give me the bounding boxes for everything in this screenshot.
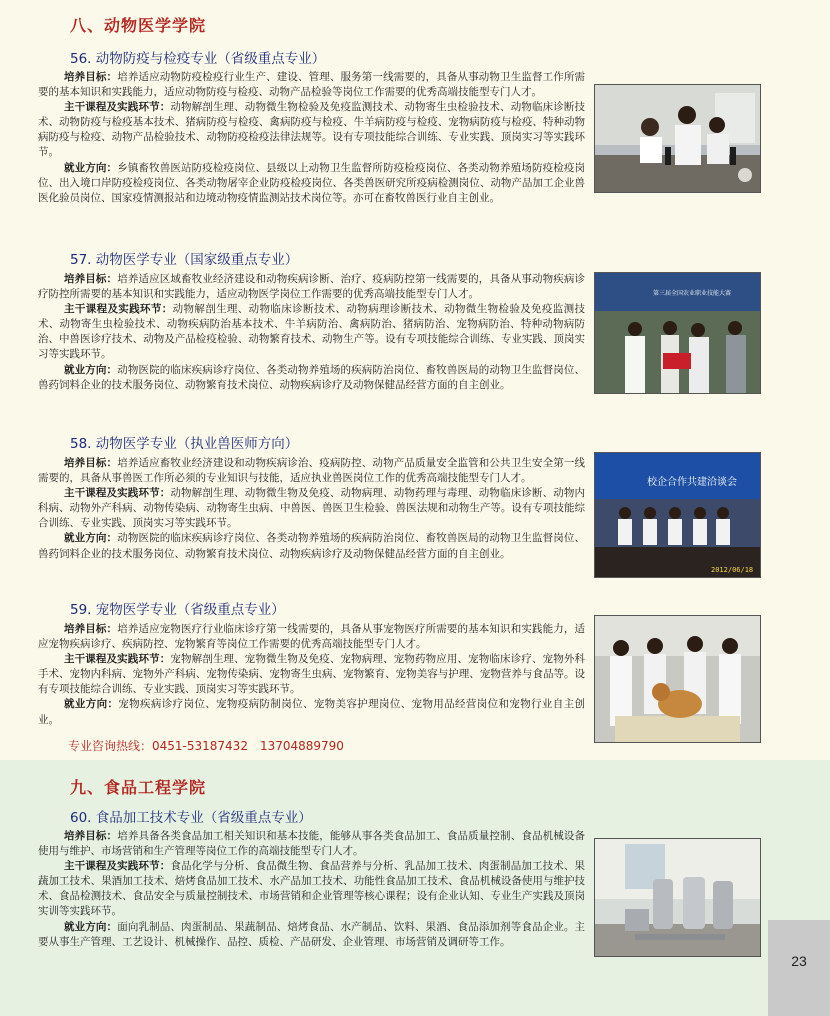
goal-text: 培养适应宠物医疗行业临床诊疗第一线需要的，具备从事宠物医疗所需要的基本知识和实践能力，适应宠物疾病诊疗、疾病防控、宠物繁育等岗位工作需要的优秀高端技能型专门人才。 (38, 623, 586, 651)
event-photo (594, 272, 761, 394)
courses-label: 主干课程及实践环节： (64, 303, 173, 316)
major-title: 59. 宠物医学专业（省级重点专业） (70, 602, 285, 618)
courses-label: 主干课程及实践环节： (64, 487, 171, 500)
courses-text: 宠物解剖生理、宠物微生物及免疫、宠物病理、宠物药物应用、宠物临床诊疗、宠物外科手术、宠物内科病、宠物外产科病、宠物传染病、宠物寄生虫病、宠物繁育、宠物美容与护理、宠物营养与食品等。设有专项技能综合训练、专业实践、顶岗实习等实践环节。 (38, 653, 586, 696)
career-text: 宠物疾病诊疗岗位、宠物疫病防制岗位、宠物美容护理岗位、宠物用品经营岗位和宠物行业自主创业。 (38, 698, 586, 726)
career-label: 就业方向： (64, 161, 118, 174)
meeting-banner-text: 校企合作共建洽谈会 (647, 477, 737, 488)
page-number-box (768, 920, 830, 1016)
courses-label: 主干课程及实践环节： (64, 653, 171, 666)
goal-label: 培养目标： (64, 71, 118, 83)
goal-label: 培养目标： (64, 273, 118, 285)
major-description (38, 456, 585, 562)
food-equipment-photo (594, 838, 761, 957)
goal-text: 培养适应畜牧业经济建设和动物疾病诊治、疫病防控、动物产品质量安全监管和公共卫生安全第一线需要的，具备从事兽医工作所必须的专业知识与技能，适应执业兽医岗位工作的优秀高端技能型专门人才。 (38, 457, 586, 485)
event-banner-text: 第三届全国农业职业技能大赛 (653, 290, 732, 297)
courses-label: 主干课程及实践环节： (64, 860, 171, 873)
major-description (38, 272, 585, 393)
goal-label: 培养目标： (64, 830, 118, 842)
courses-text: 食品化学与分析、食品微生物、食品营养与分析、乳品加工技术、肉蛋制品加工技术、果蔬加工技术、果酒加工技术、焙烤食品加工技术、水产品加工技术、功能性食品加工技术、食品机械设备使用与维护技术、食品检测技术、食品安全与质量控制技术、市场营销和企业管理等核心课程；设有企业认知、专业生产实践及顶岗实训等实践环节。 (38, 860, 586, 918)
goal-text: 培养适应动物防疫检疫行业生产、建设、管理、服务第一线需要的，具备从事动物卫生监督工作所需要的基本知识和实践能力，适应动物防疫与检疫、动物产品检验等岗位工作需要的优秀高端技能型专门人才。 (38, 71, 586, 99)
goal-text: 培养适应区域畜牧业经济建设和动物疾病诊断、治疗、疫病防控第一线需要的，具备从事动物疾病诊疗防控所需要的基本知识和实践能力，适应动物医学岗位工作需要的优秀高端技能型专门人才。 (38, 273, 586, 301)
courses-label: 主干课程及实践环节： (64, 101, 171, 114)
hotline-text: 专业咨询热线：0451-53187432 13704889790 (68, 739, 344, 753)
meeting-photo (594, 452, 761, 578)
section-title: 九、食品工程学院 (70, 778, 207, 797)
major-title: 57. 动物医学专业（国家级重点专业） (70, 252, 299, 268)
courses-text: 动物解剖生理、动物微生物检验及免疫监测技术、动物寄生虫检验技术、动物临床诊断技术、动物防疫与检疫基本技术、猪病防疫与检疫、禽病防疫与检疫、牛羊病防疫与检疫、宠物病防疫与检疫、特种动物病防疫与检疫、动物产品检验技术、动物防疫检疫法律法规等。设有专项技能综合训练、专业实践、顶岗实习等实践环节。 (38, 101, 586, 159)
major-title: 58. 动物医学专业（执业兽医师方向） (70, 436, 299, 452)
career-text: 乡镇畜牧兽医站防疫检疫岗位、县级以上动物卫生监督所防疫检疫岗位、各类动物养殖场防疫检疫岗位、出入境口岸防疫检疫岗位、各类动物屠宰企业防疫检疫岗位、各类兽医研究所疫病检测岗位、动物产品加工企业兽医化验员岗位、国家疫情测报站和边境动物疫情监测站技术岗位等。亦可在畜牧兽医行业自主创业。 (38, 161, 586, 204)
goal-label: 培养目标： (64, 457, 118, 469)
career-label: 就业方向： (64, 698, 119, 711)
career-text: 动物医院的临床疾病诊疗岗位、各类动物养殖场的疾病防治岗位、畜牧兽医局的动物卫生监督岗位、兽药饲料企业的技术服务岗位、动物繁育技术岗位、动物疾病诊疗及动物保健品经营方面的自主创业。 (38, 363, 586, 391)
goal-text: 培养具备各类食品加工相关知识和基本技能，能够从事各类食品加工、食品质量控制、食品机械设备使用与维护、市场营销和生产管理等岗位工作的高端技能型专门人才。 (38, 830, 586, 858)
career-text: 面向乳制品、肉蛋制品、果蔬制品、焙烤食品、水产制品、饮料、果酒、食品添加剂等食品企业。主要从事生产管理、工艺设计、机械操作、品控、质检、产品研发、企业管理、市场营销及调研等工作。 (38, 920, 586, 948)
courses-text: 动物解剖生理、动物微生物及免疫、动物病理、动物药理与毒理、动物临床诊断、动物内科病、动物外产科病、动物传染病、动物寄生虫病、中兽医、兽医卫生检验、兽医法规和动物生产等。设有专项技能综合训练、专业实践、顶岗实习等实践环节。 (38, 487, 586, 530)
major-description (38, 829, 585, 950)
section-title: 八、动物医学学院 (70, 16, 207, 35)
page-number: 23 (791, 953, 807, 969)
photo-date-stamp: 2012/06/18 (711, 566, 754, 574)
career-label: 就业方向： (64, 920, 118, 933)
laboratory-photo (594, 84, 761, 193)
pet-clinic-photo (594, 615, 761, 743)
career-label: 就业方向： (64, 532, 118, 545)
goal-label: 培养目标： (64, 623, 118, 635)
courses-text: 动物解剖生理、动物临床诊断技术、动物病理诊断技术、动物微生物检验及免疫监测技术、动物寄生虫检验技术、动物疾病防治基本技术、牛羊病防治、禽病防治、猪病防治、宠物病防治、特种动物病防治、中兽医诊疗技术、动物及产品检疫检验、动物繁育技术、动物生产等。设有专项技能综合训练、专业实践、顶岗实习等实践环节。 (38, 303, 586, 361)
major-description (38, 622, 585, 728)
career-label: 就业方向： (64, 363, 118, 376)
major-title: 60. 食品加工技术专业（省级重点专业） (70, 810, 312, 826)
major-description (38, 70, 585, 206)
major-title: 56. 动物防疫与检疫专业（省级重点专业） (70, 51, 326, 67)
career-text: 动物医院的临床疾病诊疗岗位、各类动物养殖场的疾病防治岗位、畜牧兽医局的动物卫生监督岗位、兽药饲料企业的技术服务岗位、动物繁育技术岗位、动物疾病诊疗及动物保健品经营方面的自主创业。 (38, 532, 586, 560)
